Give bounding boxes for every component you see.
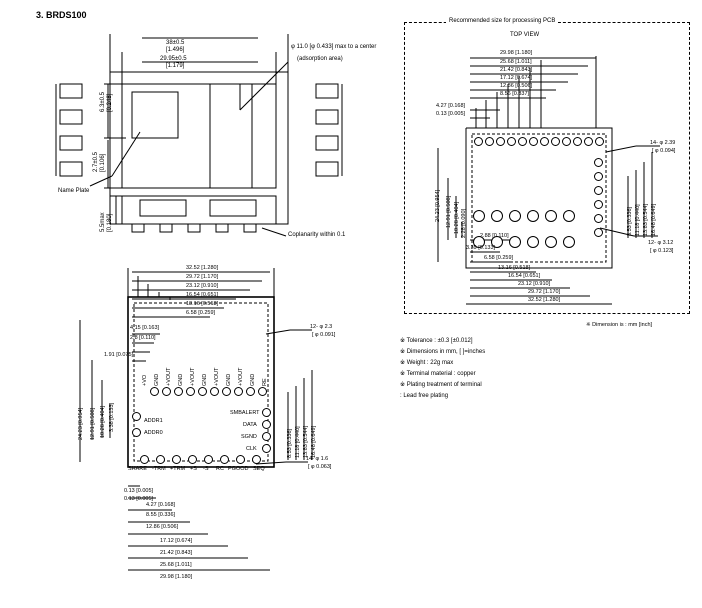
pcb-dim-left-2: 10.28 [0.404] [454,201,460,234]
note-1: ※ Dimensions in mm, [ ]=inches [400,349,486,355]
pin-top-4: +VOUT [190,367,196,386]
pcb-callout-1: [ φ 0.094] [652,148,676,154]
pcb-dim-bot-2: 6.58 [0.259] [484,255,514,261]
bv-dim-bot-3: 12.86 [0.506] [146,524,179,530]
dim-width-top: 38±0.5 [166,40,185,46]
page-title: 3. BRDS100 [36,10,87,20]
pin-left-0: ADDR1 [144,418,163,424]
dim-width-inner: 29.95±0.5 [160,56,187,62]
note-3: ※ Terminal material : copper [400,371,476,377]
pcb-dim-right-1: 11.18 [0.440] [635,204,641,236]
pin-top-7: GND [226,373,232,386]
pcb-dim-bot-4: 16.54 [0.651] [508,273,541,279]
bv-dim-bot-5: 21.42 [0.843] [160,550,193,556]
bv-dim-right-2: 13.83 [0.544] [303,425,309,458]
bv-dim-bot-6: 25.68 [1.011] [160,562,192,568]
pin-top-10: RE [262,378,268,386]
bv-dim-top-8: 1.91 [0.075] [104,352,134,358]
pcb-dim-bot-3: 13.16 [0.518] [498,265,531,271]
pcb-dim-bot-6: 29.72 [1.170] [528,289,561,295]
bv-dim-top-7: 2.8 [0.110] [130,335,156,341]
bv-dim-left-1: 12.91 [0.508] [90,407,96,440]
bv-dim-left-0: 24.23 [0.954] [78,407,84,440]
pin-right-0: SMBALERT [230,410,260,416]
pcb-dim-top-2: 21.42 [0.843] [500,67,533,73]
note-0: ※ Tolerance : ±0.3 [±0.012] [400,338,473,344]
pcb-dim-left-0: 24.23 [0.954] [435,189,441,222]
pin-bot-6: PGOOD [228,466,249,472]
dim-width-top-inch: [1.496] [166,47,185,53]
bv-dim-bot-0b: 0.13 [0.005] [124,496,154,502]
pcb-dimension-note: ※ Dimension is : mm [inch] [586,322,653,328]
pin-bot-4: -S [203,466,209,472]
bv-callout-1: [ φ 0.091] [312,332,336,338]
dim-thickness: 5.5max [100,212,106,232]
pin-bot-3: +S [190,466,197,472]
bv-dim-bot-2: 8.55 [0.336] [146,512,176,518]
bv-dim-top-4: 13.16 [0.518] [186,301,219,307]
pin-bot-2: +TRM [170,466,186,472]
bv-dim-top-3: 16.54 [0.651] [186,292,219,298]
pin-top-3: GND [178,373,184,386]
pcb-dim-top-3: 17.12 [0.674] [500,75,533,81]
bv-dim-top-5: 6.58 [0.259] [186,310,216,316]
bv-dim-right-0: 8.53 [0.336] [287,428,293,458]
pcb-dim-bot-1: 3.39 [0.133] [466,245,496,251]
pcb-dim-right-3: 16.48 [0.649] [651,203,657,236]
pin-top-5: GND [202,373,208,386]
pin-top-0: +VO [142,374,148,386]
pin-bot-0: SHARE [128,466,147,472]
pcb-dim-right-2: 13.83 [0.544] [643,203,649,236]
pcb-dim-left-1: 12.91 [0.508] [446,195,452,228]
dim-thickness-inch: [0.180] [107,213,113,232]
pin-bot-5: RC [216,466,224,472]
pcb-dim-top-5: 8.56 [0.337] [500,91,530,97]
pin-top-2: +VOUT [166,367,172,386]
bv-dim-bot-1: 4.27 [0.168] [146,502,176,508]
bv-dim-top-0: 32.52 [1.280] [186,265,219,271]
pcb-dim-left-3: 2.28 [0.090] [461,208,467,238]
pcb-dim-top-1: 25.68 [1.011] [500,59,532,65]
pin-right-2: SGND [241,434,257,440]
dim-width-inner-inch: [1.179] [166,63,185,69]
dim-height-b-inch: [0.106] [100,153,106,172]
label-coplanarity: Coplanarity within 0.1 [288,232,346,238]
pin-top-6: +VOUT [214,367,220,386]
dim-height-a-inch: [0.248] [107,93,113,112]
pcb-callout-3: [ φ 0.123] [650,248,674,254]
label-adsorption-area: (adsorption area) [297,56,343,62]
pcb-dim-right-0: 8.53 [0.336] [627,206,633,236]
pin-bot-1: -TRM [152,466,166,472]
pcb-dim-top-6: 4.27 [0.168] [436,103,466,109]
bv-dim-top-6: 4.15 [0.163] [130,325,160,331]
dim-height-b: 2.7±0.5 [93,152,99,172]
pcb-dim-top-4: 12.86 [0.506] [500,83,533,89]
bv-callout-2: 14- φ 1.6 [306,456,329,462]
note-5: : Lead free plating [400,393,449,399]
pin-top-9: GND [250,373,256,386]
bv-dim-right-3: 16.48 [0.649] [311,425,317,458]
pcb-callout-2: 12- φ 3.12 [648,240,674,246]
bv-callout-3: [ φ 0.063] [308,464,332,470]
bv-dim-left-3: 3.38 [0.133] [109,402,115,432]
note-4: ※ Plating treatment of terminal [400,382,482,388]
pcb-callout-0: 14- φ 2.39 [650,140,676,146]
bv-dim-top-1: 29.72 [1.170] [186,274,219,280]
pcb-view-title: Recommended size for processing PCB [446,18,558,25]
pcb-dim-bot-7: 32.52 [1.280] [528,297,561,303]
label-adsorption-diameter: φ 11.0 [φ 0.433] max to a center [291,44,377,50]
bv-callout-0: 12- φ 2.3 [310,324,333,330]
pcb-dim-bot-5: 23.12 [0.910] [518,281,551,287]
pin-bot-7: SEQ [253,466,265,472]
pcb-dim-top-0: 29.98 [1.180] [500,50,533,56]
pin-top-1: GND [154,373,160,386]
bv-dim-left-2: 10.28 [0.404] [100,405,106,438]
pin-right-1: DATA [243,422,257,428]
pin-right-3: CLK [246,446,257,452]
pcb-dim-bot-0: 2.88 [0.110] [480,233,509,239]
bv-dim-top-2: 23.12 [0.910] [186,283,219,289]
bv-dim-right-1: 11.18 [0.440] [295,426,301,458]
bv-dim-bot-0: 0.13 [0.005] [124,488,154,494]
pcb-view-subtitle: TOP VIEW [510,32,540,38]
label-name-plate: Name Plate [58,188,90,194]
bv-dim-bot-4: 17.12 [0.674] [160,538,193,544]
dim-height-a: 6.3±0.5 [100,92,106,112]
pcb-dim-top-7: 0.13 [0.005] [436,111,466,117]
pin-top-8: +VOUT [238,367,244,386]
note-2: ※ Weight : 22g max [400,360,454,366]
pin-left-1: ADDR0 [144,430,163,436]
bv-dim-bot-7: 29.98 [1.180] [160,574,193,580]
